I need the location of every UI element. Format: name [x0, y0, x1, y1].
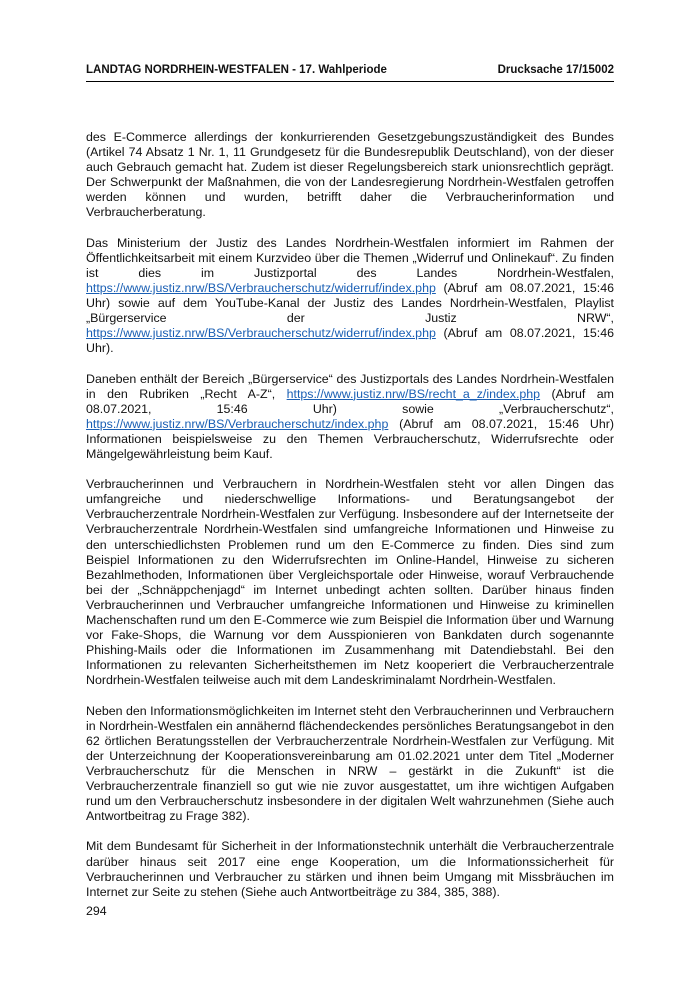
paragraph-3 [86, 372, 614, 463]
youtube-widerruf-link[interactable]: https://www.justiz.nrw/BS/Verbraucherschutz/widerruf/index.php [86, 326, 436, 341]
paragraph-3-text-2: (Abruf am 08.07.2021, 15:46 Uhr) sowie „Verbraucherschutz“, [86, 386, 614, 416]
paragraph-3-text-3: (Abruf am 08.07.2021, 15:46 Uhr) Informationen beispielsweise zu den Themen Verbraucherschutz, Widerrufsrechte oder Mängelgewährleistung beim Kauf. [86, 416, 614, 461]
verbraucherschutz-link[interactable]: https://www.justiz.nrw/BS/Verbraucherschutz/index.php [86, 416, 389, 431]
paragraph-5: Neben den Informationsmöglichkeiten im Internet steht den Verbraucherinnen und Verbrauchern in Nordrhein-Westfalen ein annähernd flächendeckendes persönliches Beratungsangebot in den 62 örtlichen Beratungsstellen der Verbraucherzentrale Nordrhein-Westfalen zur Verfügung. Mit der Unterzeichnung der Kooperationsvereinbarung am 01.02.2021 unter dem Titel „Moderner Verbraucherschutz für die Menschen in NRW – gestärkt in die Zukunft“ ist die Verbraucherzentrale finanziell so gut wie nie zuvor ausgestattet, um ihre wichtigen Aufgaben rund um den Verbraucherschutz insbesondere in der digitalen Welt wahrzunehmen (Siehe auch Antwortbeitrag zu Frage 382). [86, 703, 614, 824]
paragraph-2-text-2: (Abruf am 08.07.2021, 15:46 Uhr) sowie auf dem YouTube-Kanal der Justiz des Landes Nordrhein-Westfalen, Playlist „Bürgerservice der Justiz NRW“, [86, 280, 614, 326]
recht-a-z-link[interactable]: https://www.justiz.nrw/BS/recht_a_z/index.php [286, 386, 541, 401]
paragraph-2-text-3: (Abruf am 08.07.2021, 15:46 Uhr). [86, 326, 614, 356]
document-number: Drucksache 17/15002 [497, 64, 614, 76]
page-number: 294 [86, 904, 107, 918]
paragraph-2-text-1: Das Ministerium der Justiz des Landes Nordrhein-Westfalen informiert im Rahmen der Öffentlichkeitsarbeit mit einem Kurzvideo über die Themen „Widerruf und Onlinekauf“. Zu finden ist dies im Justizportal des Landes Nordrhein-Westfalen, [86, 235, 614, 280]
justiz-widerruf-link[interactable]: https://www.justiz.nrw/BS/Verbraucherschutz/widerruf/index.php [86, 280, 436, 295]
paragraph-2 [86, 236, 614, 357]
document-body [86, 130, 614, 915]
page-header [86, 64, 614, 82]
header-title: LANDTAG NORDRHEIN-WESTFALEN - 17. Wahlperiode [86, 64, 387, 76]
paragraph-1: des E-Commerce allerdings der konkurrierenden Gesetzgebungszuständigkeit des Bundes (Artikel 74 Absatz 1 Nr. 1, 11 Grundgesetz für die Bundesrepublik Deutschland), von der dieser auch Gebrauch gemacht hat. Zudem ist dieser Regelungsbereich stark unionsrechtlich geprägt. Der Schwerpunkt der Maßnahmen, die von der Landesregierung Nordrhein-Westfalen getroffen werden können und wurden, betrifft daher die Verbraucherinformation und Verbraucherberatung. [86, 130, 614, 220]
paragraph-6: Mit dem Bundesamt für Sicherheit in der Informationstechnik unterhält die Verbraucherzentrale darüber hinaus seit 2017 eine enge Kooperation, um die Informationssicherheit für Verbraucherinnen und Verbraucher zu stärken und ihnen beim Umgang mit Missbräuchen im Internet zur Seite zu stehen (Siehe auch Antwortbeiträge zu 384, 385, 388). [86, 839, 614, 899]
paragraph-4: Verbraucherinnen und Verbrauchern in Nordrhein-Westfalen steht vor allen Dingen das umfangreiche und niederschwellige Informations- und Beratungsangebot der Verbraucherzentrale Nordrhein-Westfalen zur Verfügung. Insbesondere auf der Internetseite der Verbraucherzentrale Nordrhein-Westfalen sind umfangreiche Informationen und Hinweise zu den unterschiedlichsten Problemen rund um den E-Commerce zu finden. Dies sind zum Beispiel Informationen zu den Widerrufsrechten im Online-Handel, Hinweise zu sicheren Bezahlmethoden, Informationen über Vergleichsportale oder Hinweise, worauf Verbrauchende bei der „Schnäppchenjagd“ im Internet unbedingt achten sollten. Darüber hinaus finden Verbraucherinnen und Verbraucher umfangreiche Informationen und Hinweise zu kriminellen Machenschaften rund um den E-Commerce wie zum Beispiel die Information über und Warnung vor Fake-Shops, die Warnung vor dem Ausspionieren von Bankdaten durch sogenannte Phishing-Mails oder die Informationen im Zusammenhang mit Datendiebstahl. Bei den Informationen zu relevanten Sicherheitsthemen im Netz kooperiert die Verbraucherzentrale Nordrhein-Westfalen teilweise auch mit dem Landeskriminalamt Nordrhein-Westfalen. [86, 477, 614, 688]
paragraph-3-text-1: Daneben enthält der Bereich „Bürgerservice“ des Justizportals des Landes Nordrhein-Westfalen in den Rubriken „Recht A-Z“, [86, 371, 614, 401]
